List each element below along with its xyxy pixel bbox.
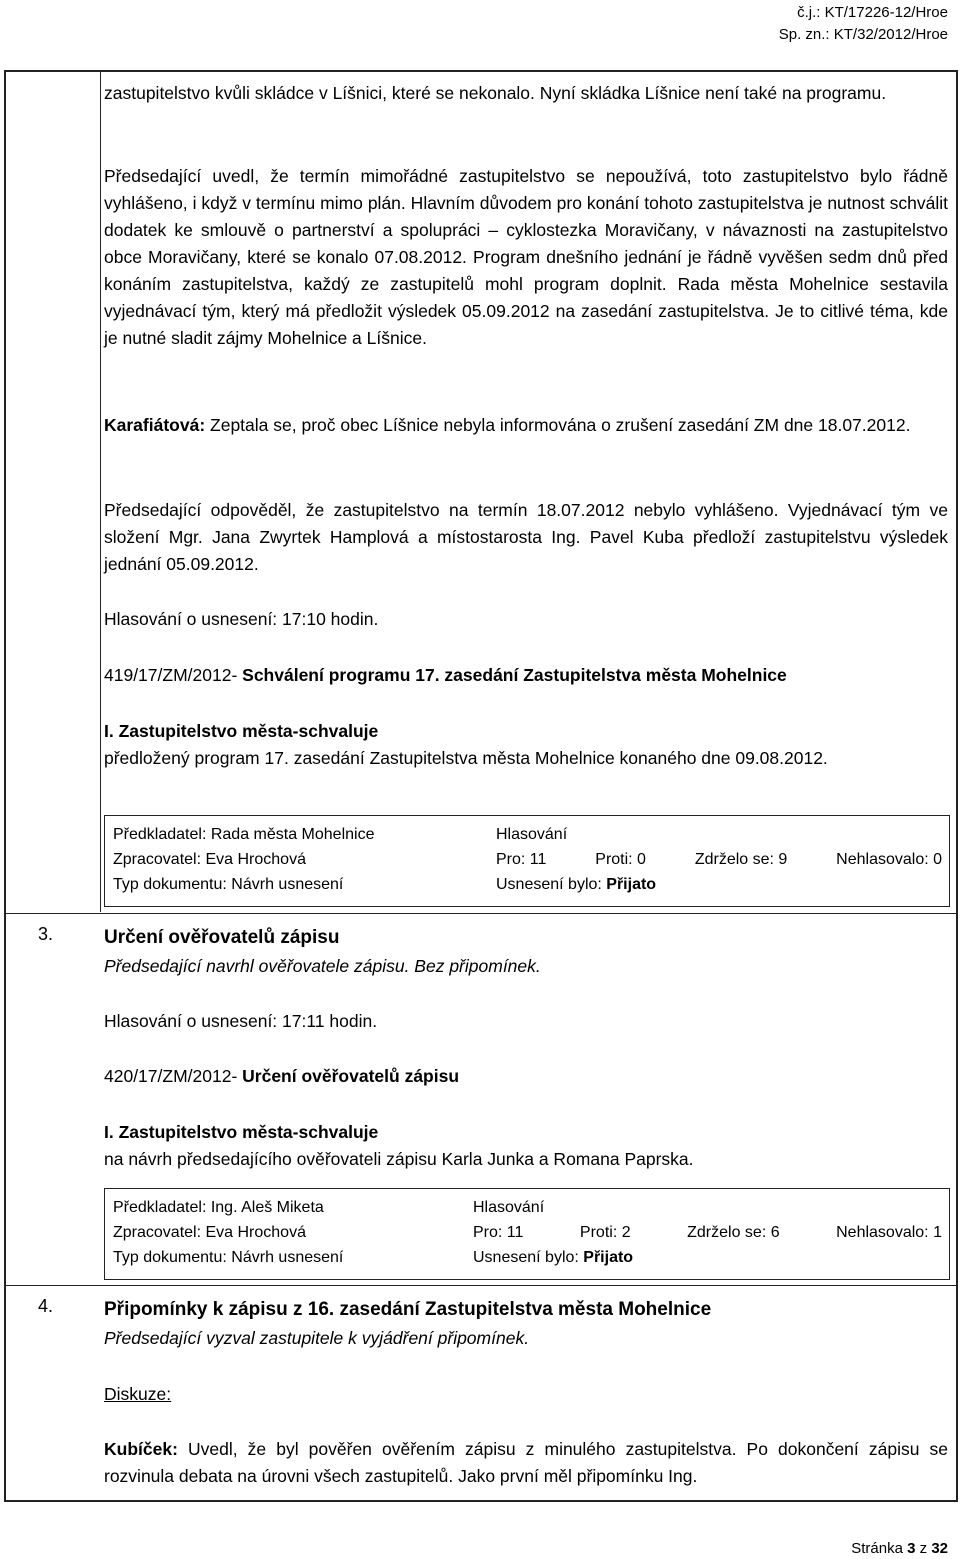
resolution-419-title [104,662,948,689]
speaker-text: Uvedl, že byl pověřen ověřením zápisu z minulého zastupitelstva. Po dokončení zápisu se rozvinula debata na úrovni všech zastupitelů. Jako první měl připomínku Ing. [104,1439,948,1486]
column-divider [100,72,101,912]
section-4-title: Připomínky k zápisu z 16. zasedání Zastupitelstva města Mohelnice [104,1299,712,1320]
discussion-label: Diskuze: [104,1384,172,1404]
submitter: Předkladatel: Ing. Aleš Miketa [113,1199,324,1216]
resolution-subject: Schválení programu 17. zasedání Zastupitelstva města Mohelnice [237,665,787,685]
submitter: Předkladatel: Rada města Mohelnice [113,826,375,843]
votes-against: Proti: 2 [579,1224,631,1241]
speaker-name: Kubíček: [104,1439,178,1459]
resolution-subject: Určení ověřovatelů zápisu [237,1066,460,1086]
document-type: Typ dokumentu: Návrh usnesení [113,876,344,893]
section-3-note: Předsedající navrhl ověřovatele zápisu. Bez připomínek. [104,956,541,976]
votes-not-voted: Nehlasovalo: 0 [836,851,942,868]
resolution-number: 420/17/ZM/2012- [104,1066,238,1086]
resolution-number: 419/17/ZM/2012- [104,665,238,685]
row-divider [6,1285,956,1286]
votes-not-voted: Nehlasovalo: 1 [836,1224,942,1241]
vote-label: Hlasování [473,1199,545,1216]
resolution-419-body: předložený program 17. zasedání Zastupitelstva města Mohelnice konaného dne 09.08.2012. [104,748,828,768]
resolution-420-body: na návrh předsedajícího ověřovateli zápisu Karla Junka a Romana Paprska. [104,1149,694,1169]
resolution-status: Usnesení bylo: Přijato [473,1249,634,1266]
paragraph-chair-answer: Předsedající odpověděl, že zastupitelstvo na termín 18.07.2012 nebylo vyhlášeno. Vyjednávací tým ve složení Mgr. Jana Zwyrtek Hamplová a místostarosta Ing. Pavel Kuba předloží zastupitelstvu výsledek jednání 05.09.2012. [104,500,948,574]
section-3-number: 3. [38,924,54,944]
speaker-name: Karafiátová: [104,415,206,435]
processor: Zpracovatel: Eva Hrochová [113,851,306,868]
section-3-title: Určení ověřovatelů zápisu [104,927,340,948]
page-number: Stránka 3 z 32 [851,1540,948,1557]
vote-counts [473,1220,942,1245]
vote-box-419 [104,815,950,907]
paragraph-chair-explanation: Předsedající uvedl, že termín mimořádné zastupitelstvo se nepoužívá, toto zastupitelstvo bylo řádně vyhlášeno, i když v termínu mimo plán. Hlavním důvodem pro konání tohoto zastupitelstva je nutnost schválit dodatek ke smlouvě o partnerství a spolupráci – cyklostezka Moravičany, v návaznosti na zastupitelstvo obce Moravičany, které se konalo 07.08.2012. Program dnešního jednání je řádně vyvěšen sedm dnů před konáním zastupitelstva, každý ze zastupitelů mohl program doplnit. Rada města Mohelnice sestavila vyjednávací tým, který má předložit výsledek 05.09.2012 na zasedání zastupitelstva. Je to citlivé téma, kde je nutné sladit zájmy Mohelnice a Líšnice. [104,166,948,348]
section-4-number: 4. [38,1296,54,1316]
section-4-note: Předsedající vyzval zastupitele k vyjádření připomínek. [104,1328,530,1348]
resolution-420-title [104,1063,948,1090]
vote-time-1: Hlasování o usnesení: 17:10 hodin. [104,609,379,629]
paragraph-kubicek [104,1436,948,1490]
resolution-420-heading: I. Zastupitelstvo města-schvaluje [104,1122,379,1142]
document-type: Typ dokumentu: Návrh usnesení [113,1249,344,1266]
resolution-status: Usnesení bylo: Přijato [496,876,657,893]
votes-against: Proti: 0 [595,851,646,868]
paragraph-karafiatova [104,412,948,439]
votes-for: Pro: 11 [473,1224,524,1241]
paragraph-landfill: zastupitelstvo kvůli skládce v Líšnici, které se nekonalo. Nyní skládka Líšnice není také na programu. [104,83,887,103]
row-divider [6,913,956,914]
votes-for: Pro: 11 [496,851,547,868]
votes-abstained: Zdrželo se: 6 [687,1224,780,1241]
vote-box-420 [104,1188,950,1280]
case-number: č.j.: KT/17226-12/Hroe [797,4,948,21]
vote-counts [496,847,942,872]
votes-abstained: Zdrželo se: 9 [694,851,788,868]
speaker-text: Zeptala se, proč obec Líšnice nebyla informována o zrušení zasedání ZM dne 18.07.2012. [205,415,911,435]
processor: Zpracovatel: Eva Hrochová [113,1224,306,1241]
resolution-419-heading: I. Zastupitelstvo města-schvaluje [104,721,379,741]
file-number: Sp. zn.: KT/32/2012/Hroe [778,26,948,43]
vote-label: Hlasování [496,826,568,843]
vote-time-2: Hlasování o usnesení: 17:11 hodin. [104,1011,378,1031]
